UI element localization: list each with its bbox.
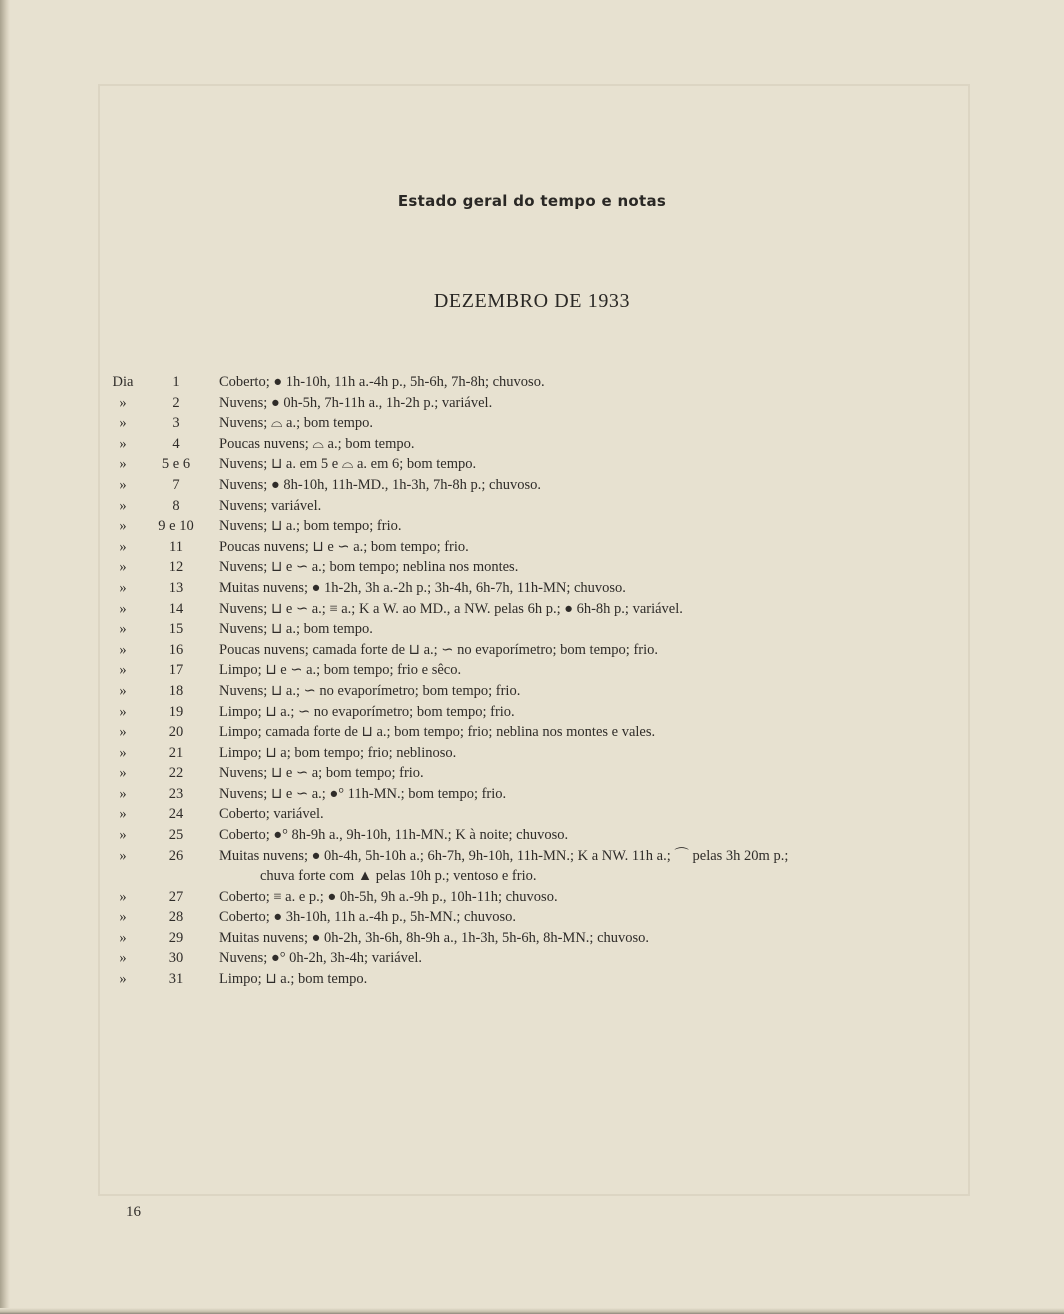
- day-prefix: »: [119, 744, 127, 761]
- day-number: 14: [168, 600, 184, 617]
- day-number: 8: [172, 497, 180, 514]
- list-item: [0, 496, 1064, 517]
- weather-note: Nuvens; ⌓ a.; bom tempo.: [219, 415, 374, 432]
- weather-note: Limpo; ⊔ a; bom tempo; frio; neblinoso.: [219, 744, 457, 761]
- day-number: 24: [168, 806, 184, 823]
- weather-note: Nuvens; ⊔ a. em 5 e ⌓ a. em 6; bom tempo.: [219, 456, 477, 473]
- day-prefix: »: [119, 518, 127, 535]
- day-number: 12: [168, 559, 184, 576]
- list-item: [0, 372, 1064, 393]
- day-prefix: »: [119, 703, 127, 720]
- list-item: [0, 763, 1064, 784]
- day-prefix: »: [119, 559, 127, 576]
- day-number: 23: [168, 785, 184, 802]
- day-number: 27: [168, 888, 184, 905]
- day-prefix: »: [119, 476, 127, 493]
- day-number: 20: [168, 724, 184, 741]
- list-item: [0, 846, 1064, 887]
- day-prefix: »: [119, 394, 127, 411]
- weather-note: Nuvens; ⊔ e ∽ a; bom tempo; frio.: [219, 765, 424, 782]
- day-prefix: Dia: [112, 374, 134, 390]
- day-number: 5 e 6: [161, 456, 191, 473]
- weather-note: Coberto; variável.: [219, 806, 324, 823]
- weather-note: Limpo; camada forte de ⊔ a.; bom tempo; frio; neblina nos montes e vales.: [219, 724, 656, 741]
- day-number: 29: [168, 929, 184, 946]
- weather-note: Coberto; ●° 8h-9h a., 9h-10h, 11h-MN.; K à noite; chuvoso.: [219, 827, 569, 844]
- weather-note: Nuvens; variável.: [219, 497, 322, 514]
- day-number: 3: [172, 415, 180, 432]
- weather-note: Coberto; ● 1h-10h, 11h a.-4h p., 5h-6h, 7h-8h; chuvoso.: [219, 374, 545, 390]
- list-item: [0, 475, 1064, 496]
- list-item: [0, 660, 1064, 681]
- day-number: 4: [172, 435, 180, 452]
- day-number: 16: [168, 641, 184, 658]
- weather-note: Muitas nuvens; ● 1h-2h, 3h a.-2h p.; 3h-4h, 6h-7h, 11h-MN; chuvoso.: [219, 579, 626, 596]
- day-prefix: »: [119, 971, 127, 988]
- day-number: 30: [168, 950, 184, 967]
- day-number: 2: [172, 394, 180, 411]
- list-item: [0, 969, 1064, 990]
- list-item: [0, 640, 1064, 661]
- day-prefix: »: [119, 827, 127, 844]
- day-number: 19: [168, 703, 184, 720]
- list-item: [0, 804, 1064, 825]
- weather-note: Limpo; ⊔ e ∽ a.; bom tempo; frio e sêco.: [219, 662, 462, 679]
- weather-note: Muitas nuvens; ● 0h-2h, 3h-6h, 8h-9h a., 1h-3h, 5h-6h, 8h-MN.; chuvoso.: [219, 929, 650, 946]
- day-prefix: »: [119, 497, 127, 514]
- list-item: [0, 784, 1064, 805]
- day-number: 11: [169, 538, 183, 555]
- page-number: 16: [126, 1204, 141, 1220]
- list-item: [0, 681, 1064, 702]
- weather-note: Poucas nuvens; ⌓ a.; bom tempo.: [219, 435, 415, 452]
- day-number: 26: [168, 847, 184, 864]
- day-number: 22: [168, 765, 184, 782]
- day-number: 28: [168, 909, 184, 926]
- list-item: [0, 702, 1064, 723]
- list-item: [0, 393, 1064, 414]
- day-prefix: »: [119, 621, 127, 638]
- weather-note: Nuvens; ⊔ a.; ∽ no evaporímetro; bom tempo; frio.: [219, 682, 521, 699]
- day-prefix: »: [119, 806, 127, 823]
- day-prefix: »: [119, 909, 127, 926]
- weather-note: Coberto; ≡ a. e p.; ● 0h-5h, 9h a.-9h p., 10h-11h; chuvoso.: [219, 888, 558, 905]
- list-item: [0, 578, 1064, 599]
- list-item: [0, 743, 1064, 764]
- day-number: 13: [168, 579, 184, 596]
- day-number: 1: [172, 374, 180, 390]
- page-bottom-edge: [0, 1308, 1064, 1314]
- list-item: [0, 887, 1064, 908]
- weather-notes-list: [0, 372, 1064, 990]
- month-title: DEZEMBRO DE 1933: [433, 290, 631, 312]
- weather-note: Poucas nuvens; camada forte de ⊔ a.; ∽ no evaporímetro; bom tempo; frio.: [219, 641, 659, 658]
- day-prefix: »: [119, 929, 127, 946]
- day-prefix: »: [119, 662, 127, 679]
- list-item: [0, 557, 1064, 578]
- weather-note: Nuvens; ● 0h-5h, 7h-11h a., 1h-2h p.; variável.: [219, 394, 493, 411]
- weather-note: Nuvens; ⊔ e ∽ a.; ≡ a.; K a W. ao MD., a NW. pelas 6h p.; ● 6h-8h p.; variável.: [219, 600, 683, 617]
- day-number: 25: [168, 827, 184, 844]
- day-number: 9 e 10: [158, 518, 194, 535]
- weather-note: Nuvens; ⊔ a.; bom tempo.: [219, 621, 373, 638]
- day-prefix: »: [119, 641, 127, 658]
- day-number: 21: [168, 744, 184, 761]
- list-item: [0, 537, 1064, 558]
- day-prefix: »: [119, 579, 127, 596]
- day-number: 15: [168, 621, 184, 638]
- day-prefix: »: [119, 435, 127, 452]
- list-item: [0, 434, 1064, 455]
- list-item: [0, 825, 1064, 846]
- day-prefix: »: [119, 538, 127, 555]
- weather-note: Limpo; ⊔ a.; ∽ no evaporímetro; bom tempo; frio.: [219, 703, 515, 720]
- weather-note: Muitas nuvens; ● 0h-4h, 5h-10h a.; 6h-7h, 9h-10h, 11h-MN.; K a NW. 11h a.; ⌒ pelas 3h 20m p.;: [219, 847, 789, 864]
- weather-note: Nuvens; ● 8h-10h, 11h-MD., 1h-3h, 7h-8h p.; chuvoso.: [219, 476, 541, 493]
- day-prefix: »: [119, 456, 127, 473]
- weather-note: Nuvens; ●° 0h-2h, 3h-4h; variável.: [219, 950, 423, 967]
- weather-note-continuation: chuva forte com ▲ pelas 10h p.; ventoso e frio.: [260, 868, 537, 885]
- day-prefix: »: [119, 682, 127, 699]
- list-item: [0, 928, 1064, 949]
- list-item: [0, 722, 1064, 743]
- list-item: [0, 907, 1064, 928]
- day-prefix: »: [119, 950, 127, 967]
- list-item: [0, 413, 1064, 434]
- section-heading: Estado geral do tempo e notas: [397, 192, 667, 210]
- day-prefix: »: [119, 785, 127, 802]
- weather-note: Nuvens; ⊔ a.; bom tempo; frio.: [219, 518, 402, 535]
- day-prefix: »: [119, 600, 127, 617]
- day-number: 7: [172, 476, 180, 493]
- weather-note: Nuvens; ⊔ e ∽ a.; bom tempo; neblina nos montes.: [219, 559, 519, 576]
- day-prefix: »: [119, 888, 127, 905]
- list-item: [0, 599, 1064, 620]
- weather-note: Nuvens; ⊔ e ∽ a.; ●° 11h-MN.; bom tempo; frio.: [219, 785, 507, 802]
- weather-note: Limpo; ⊔ a.; bom tempo.: [219, 971, 368, 988]
- day-prefix: »: [119, 724, 127, 741]
- day-number: 17: [168, 662, 184, 679]
- list-item: [0, 619, 1064, 640]
- day-prefix: »: [119, 847, 127, 864]
- day-prefix: »: [119, 765, 127, 782]
- weather-note: Poucas nuvens; ⊔ e ∽ a.; bom tempo; frio.: [219, 538, 469, 555]
- day-number: 18: [168, 682, 184, 699]
- day-prefix: »: [119, 415, 127, 432]
- list-item: [0, 948, 1064, 969]
- list-item: [0, 516, 1064, 537]
- weather-note: Coberto; ● 3h-10h, 11h a.-4h p., 5h-MN.; chuvoso.: [219, 909, 516, 926]
- list-item: [0, 454, 1064, 475]
- day-number: 31: [168, 971, 184, 988]
